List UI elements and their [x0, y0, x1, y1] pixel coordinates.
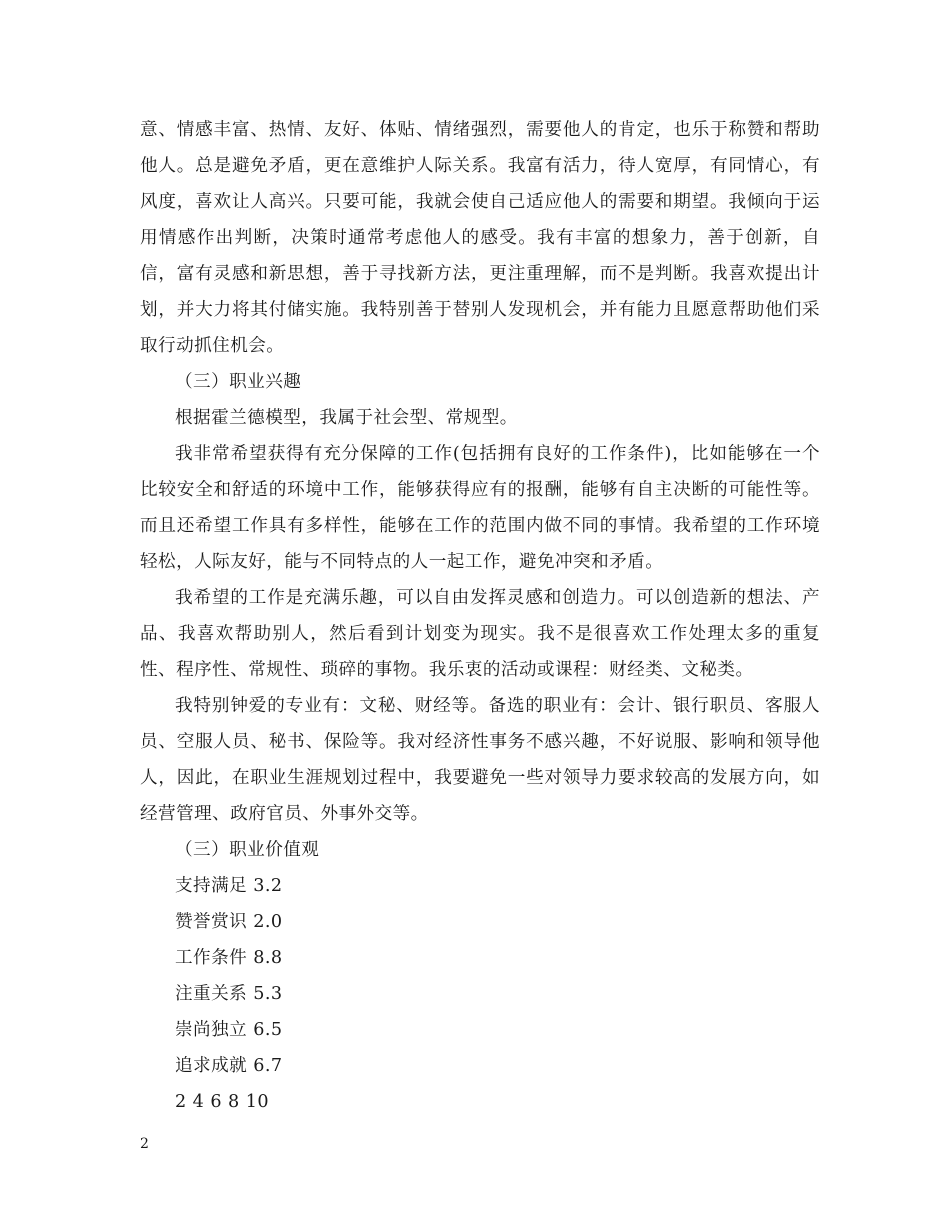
body-paragraph: 我特别钟爱的专业有：文秘、财经等。备选的职业有：会计、银行职员、客服人员、空服人员、秘书、保险等。我对经济性事务不感兴趣，不好说服、影响和领导他人，因此，在职业生涯规划过程中，我要避免一些对领导力要求较高的发展方向，如经营管理、政府官员、外事外交等。	[140, 696, 820, 824]
section-heading-career-interest: （三）职业兴趣	[175, 372, 302, 392]
value-score-item: 支持满足 3.2	[175, 876, 283, 896]
page-number: 2	[140, 1136, 149, 1152]
body-paragraph: 我希望的工作是充满乐趣，可以自由发挥灵感和创造力。可以创造新的想法、产品、我喜欢帮助别人，然后看到计划变为现实。我不是很喜欢工作处理太多的重复性、程序性、常规性、琐碎的事物。我乐衷的活动或课程：财经类、文秘类。	[140, 588, 820, 680]
body-paragraph: 根据霍兰德模型，我属于社会型、常规型。	[175, 408, 518, 428]
body-paragraph: 我非常希望获得有充分保障的工作(包括拥有良好的工作条件)，比如能够在一个比较安全和舒适的环境中工作，能够获得应有的报酬，能够有自主决断的可能性等。而且还希望工作具有多样性，能够在工作的范围内做不同的事情。我希望的工作环境轻松，人际友好，能与不同特点的人一起工作，避免冲突和矛盾。	[140, 444, 820, 572]
value-score-item: 追求成就 6.7	[175, 1056, 283, 1076]
body-paragraph: 意、情感丰富、热情、友好、体贴、情绪强烈，需要他人的肯定，也乐于称赞和帮助他人。总是避免矛盾，更在意维护人际关系。我富有活力，待人宽厚，有同情心，有风度，喜欢让人高兴。只要可能，我就会使自己适应他人的需要和期望。我倾向于运用情感作出判断，决策时通常考虑他人的感受。我有丰富的想象力，善于创新，自信，富有灵感和新思想，善于寻找新方法，更注重理解，而不是判断。我喜欢提出计划，并大力将其付储实施。我特别善于替别人发现机会，并有能力且愿意帮助他们采取行动抓住机会。	[140, 120, 820, 356]
section-heading-career-values: （三）职业价值观	[175, 840, 320, 860]
scale-axis-labels: 2 4 6 8 10	[175, 1092, 270, 1112]
value-score-item: 工作条件 8.8	[175, 948, 283, 968]
document-body	[140, 112, 820, 1120]
value-score-item: 赞誉赏识 2.0	[175, 912, 283, 932]
value-score-item: 崇尚独立 6.5	[175, 1020, 283, 1040]
value-score-item: 注重关系 5.3	[175, 984, 283, 1004]
